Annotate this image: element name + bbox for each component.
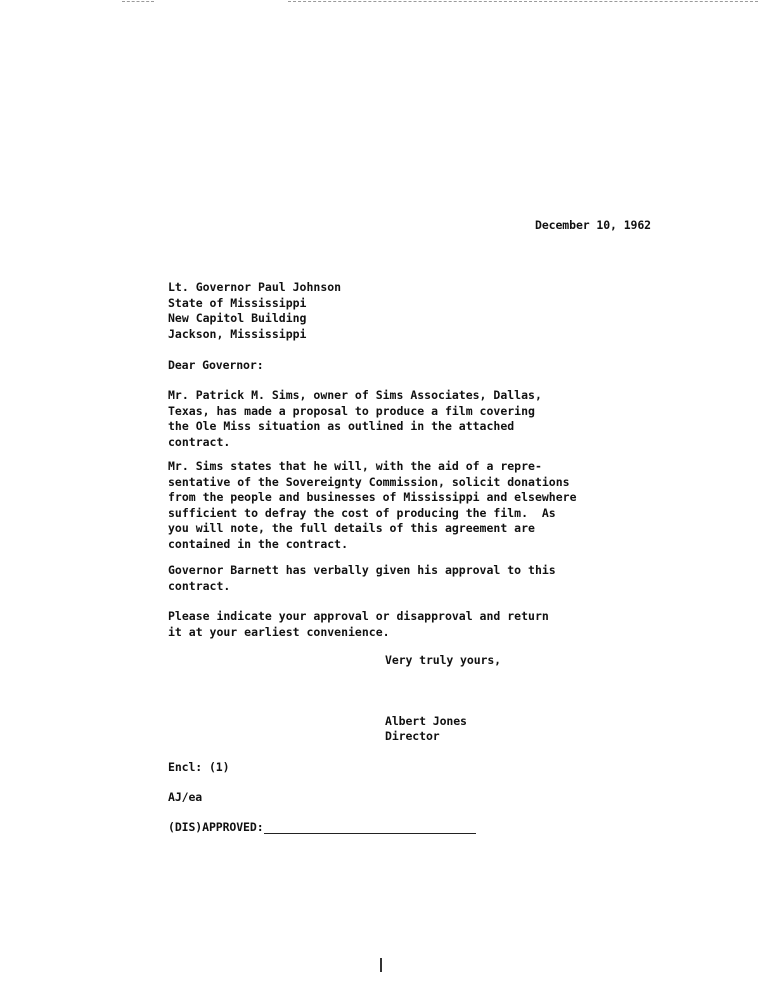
paragraph-line: Please indicate your approval or disapproval and return — [168, 609, 549, 623]
paragraph-line: contract. — [168, 434, 231, 449]
paragraph-line: Texas, has made a proposal to produce a film covering — [168, 403, 535, 418]
paragraph-line: you will note, the full details of this agreement are — [168, 521, 535, 535]
paragraph-line: contained in the contract. — [168, 536, 349, 551]
paragraph-line: Mr. Patrick M. Sims, owner of Sims Associates, Dallas, — [168, 388, 542, 402]
closing: Very truly yours, — [385, 653, 502, 667]
enclosure-note: Encl: (1) — [168, 760, 230, 774]
paragraph-line: from the people and businesses of Mississippi and elsewhere — [168, 490, 577, 504]
signer-title: Director — [385, 729, 440, 743]
recipient-line: New Capitol Building — [168, 311, 307, 325]
paragraph-line: sentative of the Sovereignty Commission, solicit donations — [168, 474, 570, 489]
paragraph-line: Mr. Sims states that he will, with the aid of a repre- — [168, 459, 542, 473]
page-mark — [380, 958, 382, 972]
salutation: Dear Governor: — [168, 358, 264, 372]
paragraph-4 — [168, 609, 549, 640]
paragraph-1 — [168, 388, 542, 450]
paragraph-line: sufficient to defray the cost of producing the film. As — [168, 505, 556, 520]
scan-artifact-top — [288, 1, 758, 2]
initials: AJ/ea — [168, 790, 203, 804]
recipient-line: Jackson, Mississippi — [168, 326, 307, 341]
letter-date: December 10, 1962 — [535, 218, 652, 232]
scan-artifact-left — [122, 1, 154, 2]
paragraph-line: contract. — [168, 578, 231, 593]
recipient-line: Lt. Governor Paul Johnson — [168, 280, 342, 294]
paragraph-line: the Ole Miss situation as outlined in the attached — [168, 419, 515, 433]
recipient-address — [168, 280, 341, 342]
approval-signature-line — [264, 833, 476, 834]
approval-label: (DIS)APPROVED: — [168, 820, 264, 834]
paragraph-3 — [168, 563, 556, 594]
paragraph-line: it at your earliest convenience. — [168, 624, 390, 639]
signer-name: Albert Jones — [385, 714, 467, 728]
paragraph-2 — [168, 459, 577, 552]
recipient-line: State of Mississippi — [168, 295, 307, 310]
paragraph-line: Governor Barnett has verbally given his approval to this — [168, 563, 556, 577]
